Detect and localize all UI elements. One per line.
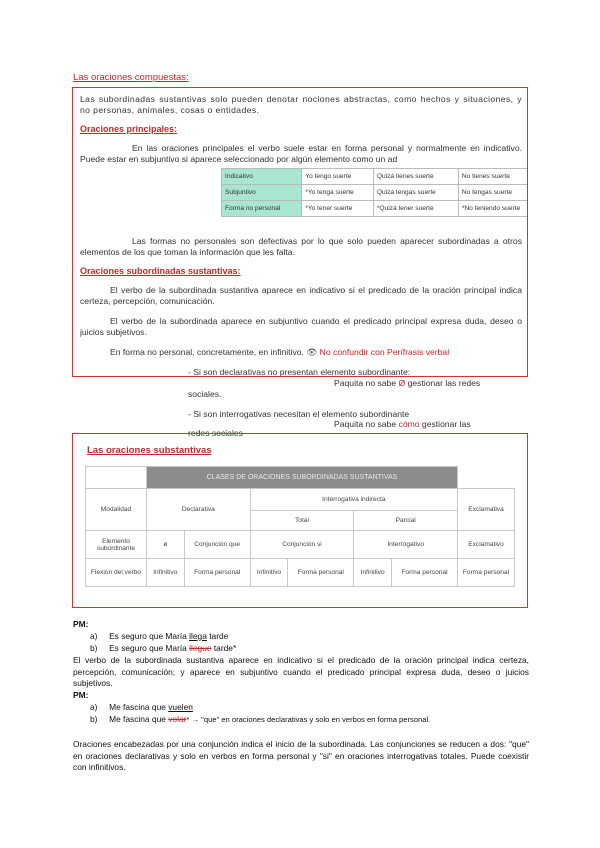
list-label: a): [90, 631, 98, 641]
table-cell: Declarativa: [147, 489, 251, 531]
table-cell: Interrogativo: [354, 531, 458, 559]
sentence-post: tarde*: [213, 643, 237, 653]
page-title: Las oraciones compuestas:: [73, 72, 189, 83]
pm-label-1: PM:: [73, 619, 89, 629]
table-cell: *Yo tener suerte: [302, 201, 374, 217]
table-cell: Conjunción si: [250, 531, 354, 559]
table-row: [222, 169, 529, 185]
example-1: [334, 378, 528, 389]
principales-box: [72, 87, 528, 377]
principales-heading: Oraciones principales:: [80, 124, 178, 134]
table-cell: Forma personal: [184, 559, 250, 587]
list-item: [90, 702, 193, 714]
table-row: [86, 559, 515, 587]
table-cell: Exclamativa: [458, 489, 515, 531]
table-cell: *No teniendo suerte: [458, 201, 528, 217]
table-cell: No tengas suerte: [458, 185, 528, 201]
perifrasis-warning: No confundir con Perífrasis verbal: [319, 347, 450, 357]
example-1-end: sociales.: [188, 389, 222, 399]
explanation-paragraph-2: Oraciones encabezadas por una conjunción indica el inicio de la subordinada. Las conjunciones se reducen a dos: "que" en oraciones declarativas y solo en verbos en forma personal y "si" en oraciones interrogativas totales. Puede coexistir con infinitivos.: [73, 739, 529, 772]
table-cell: Elemento subordinante: [86, 531, 147, 559]
example-2-end: redes sociales: [188, 428, 243, 438]
substantivas-title: Las oraciones substantivas: [87, 445, 212, 456]
example-1-predicate: gestionar las redes: [407, 378, 481, 388]
table-row: [222, 185, 529, 201]
subordinadas-paragraph-1: El verbo de la subordinada sustantiva aparece en indicativo si el predicado de la oración principal indica certeza, percepción, comunicación.: [80, 285, 522, 306]
verb-subjunctive: llegue: [189, 643, 212, 653]
clases-table: [85, 466, 515, 587]
table-cell: *Quizá tener suerte: [373, 201, 458, 217]
table-cell: Infinitivo: [250, 559, 288, 587]
explanation-paragraph-1: El verbo de la subordinada sustantiva aparece en indicativo si el predicado de la oración principal indica certeza, percepción, comunicación; y aparece en subjuntivo cuando el predicado principal expresa duda, deseo o juicios subjetivos.: [73, 655, 529, 688]
list-label: b): [90, 643, 98, 653]
infinitivo-text: En forma no personal, concretamente, en infinitivo.: [110, 347, 304, 357]
table-cell: Parcial: [354, 511, 458, 531]
table-cell: Subjuntivo: [222, 185, 302, 201]
interrogativas-note: - Si son interrogativas necesitan el elemento subordinante: [188, 409, 410, 419]
table-row: [86, 489, 515, 511]
list-item: [90, 631, 228, 643]
table-cell: Interrogativa indirecta: [250, 489, 457, 511]
subordinadas-paragraph-2: El verbo de la subordinada aparece en subjuntivo cuando el predicado principal expresa duda, deseo o juicios subjetivos.: [80, 316, 522, 337]
table-cell: Flexión del verbo: [86, 559, 147, 587]
table-row: [222, 201, 529, 217]
table-cell: Infinitivo: [354, 559, 392, 587]
sentence-post: * → "que" en oraciones declarativas y solo en verbos en forma personal.: [186, 715, 431, 724]
sentence-post: tarde: [209, 631, 229, 641]
table-cell: ø: [147, 531, 185, 559]
intro-paragraph: Las subordinadas sustantivas solo pueden denotar nociones abstractas, como hechos y situaciones, y no personas, animales, cosas o entidades.: [80, 94, 522, 115]
table-cell: [86, 467, 147, 489]
list-item: [90, 714, 530, 726]
table-cell: Forma personal: [288, 559, 354, 587]
example-1-null-marker: Ø: [398, 378, 406, 388]
table-cell: Quizá tienes suerte: [373, 169, 458, 185]
example-1-subject: Paquita no sabe: [334, 378, 397, 388]
example-2-subject: Paquita no sabe: [334, 419, 397, 429]
verb-personal: vuelen: [168, 702, 193, 712]
example-2-predicate: gestionar las: [421, 419, 471, 429]
subordinadas-paragraph-3: [80, 347, 522, 358]
table-row: [86, 531, 515, 559]
list-label: a): [90, 702, 98, 712]
formas-paragraph: Las formas no personales son defectivas por lo que solo pueden aparecer subordinadas a otros elementos de los que toman la información que les falta.: [80, 236, 522, 257]
table-cell: Modalidad: [86, 489, 147, 531]
example-2-subordinante: cómo: [398, 419, 420, 429]
verb-indicative: llega: [189, 631, 207, 641]
pm-label-2: PM:: [73, 690, 89, 700]
eye-icon: 👁: [306, 347, 318, 357]
table-cell: Forma no personal: [222, 201, 302, 217]
table-header: CLASES DE ORACIONES SUBORDINADAS SUSTANTIVAS: [147, 467, 458, 489]
table-cell: Infinitivo: [147, 559, 185, 587]
sentence-pre: Me fascina que: [109, 702, 166, 712]
principales-paragraph: En las oraciones principales el verbo suele estar en forma personal y normalmente en indicativo. Puede estar en subjuntivo si aparece seleccionado por algún elemento como un ad: [80, 143, 522, 164]
subordinadas-heading: Oraciones subordinadas sustantivas:: [80, 266, 241, 276]
declarativas-note: - Si son declarativas no presentan elemento subordinante:: [188, 367, 411, 377]
table-cell: Quizá tengas suerte: [373, 185, 458, 201]
verb-mood-table: [221, 168, 528, 217]
sentence-pre: Es seguro que María: [109, 643, 187, 653]
list-label: b): [90, 714, 98, 724]
table-cell: *Yo tenga suerte: [302, 185, 374, 201]
table-cell: Exclamativo: [458, 531, 515, 559]
table-cell: Forma personal: [458, 559, 515, 587]
table-cell: Indicativo: [222, 169, 302, 185]
sentence-pre: Me fascina que: [109, 714, 166, 724]
table-cell: Yo tengo suerte: [302, 169, 374, 185]
table-row: [86, 467, 515, 489]
verb-infinitive: volar: [168, 714, 187, 724]
substantivas-box: [72, 433, 528, 608]
table-cell: Forma personal: [391, 559, 457, 587]
table-cell: Conjunción que: [184, 531, 250, 559]
table-cell: No tienes suerte: [458, 169, 528, 185]
sentence-pre: Es seguro que María: [109, 631, 187, 641]
example-2: [334, 419, 528, 430]
table-cell: Total: [250, 511, 354, 531]
list-item: [90, 643, 236, 655]
